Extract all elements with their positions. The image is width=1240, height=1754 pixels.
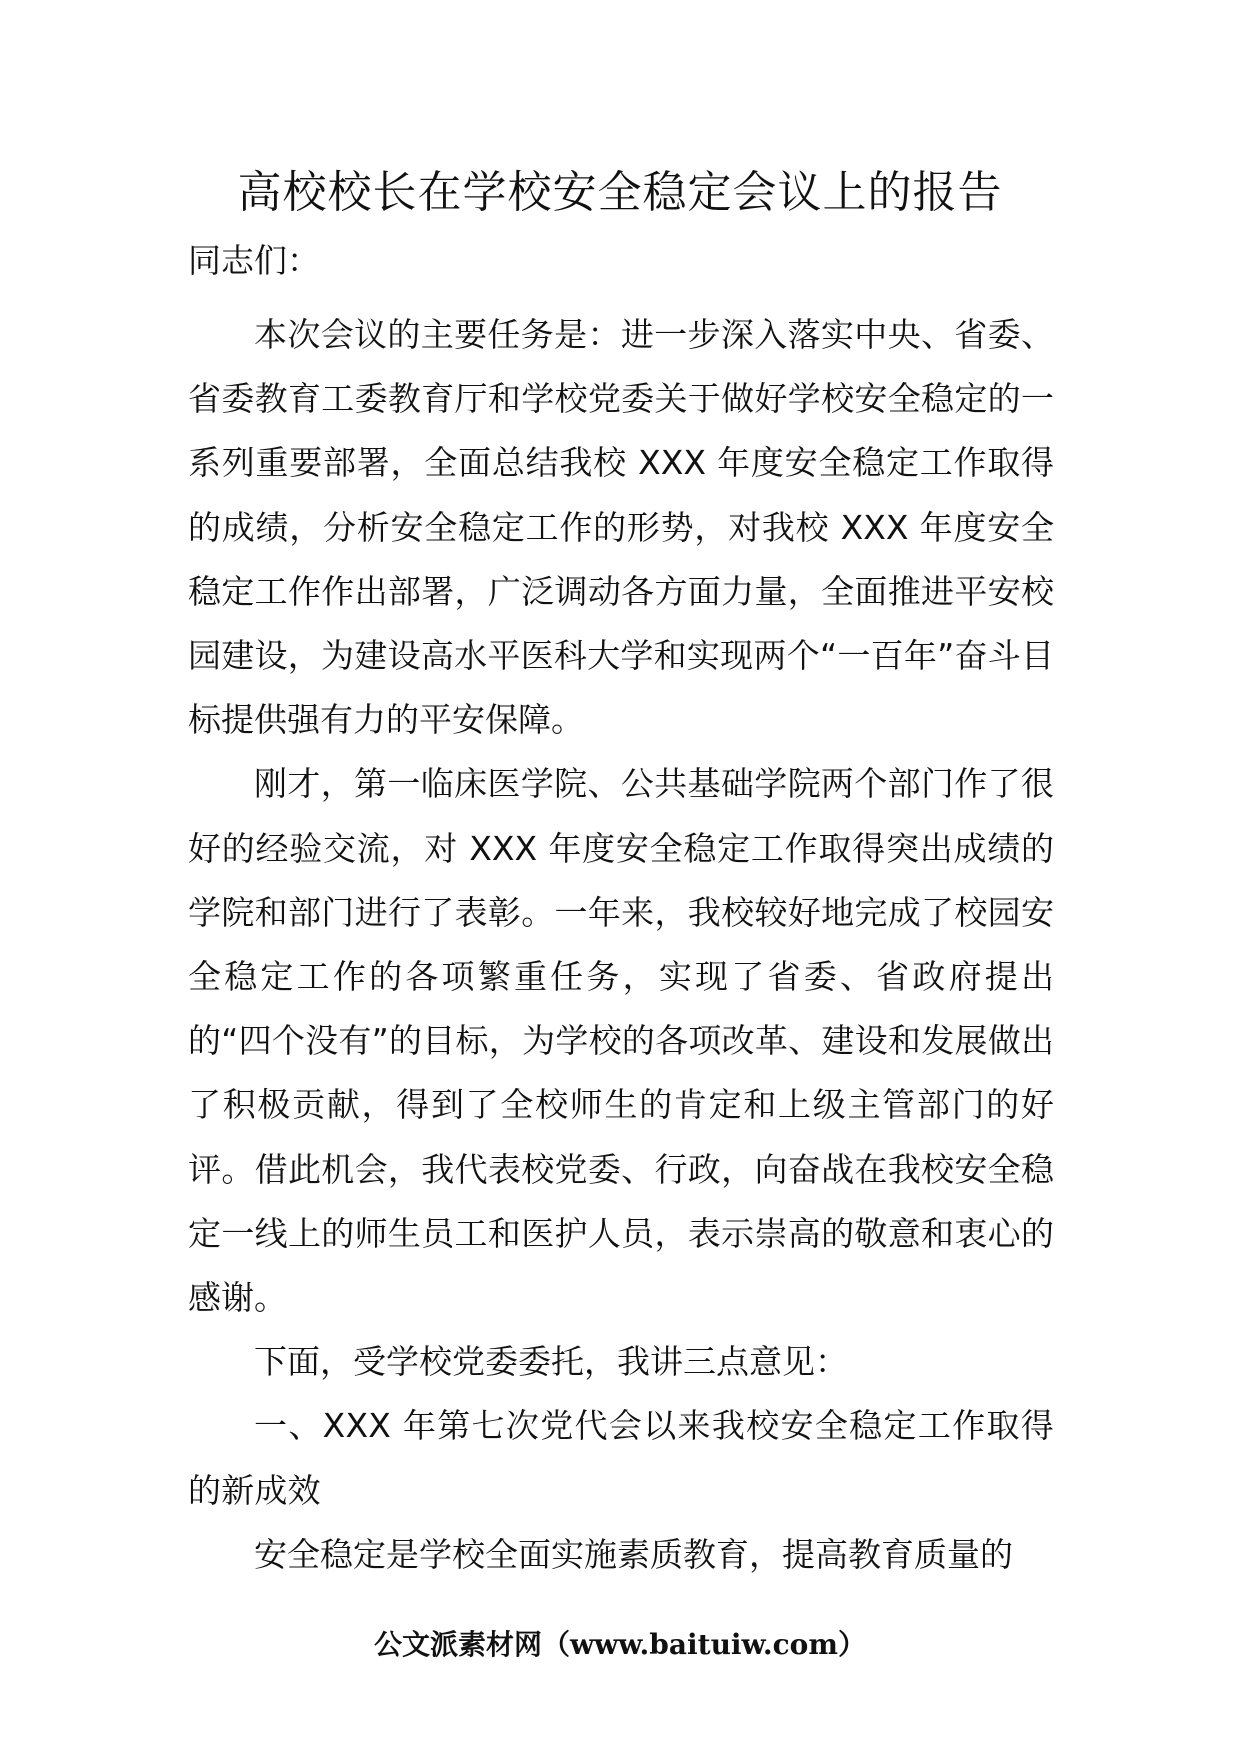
- paragraph-three-points: 下面，受学校党委委托，我讲三点意见：: [254, 1342, 848, 1382]
- salutation: 同志们：: [188, 241, 320, 280]
- paragraph-achievements: 刚才，第一临床医学院、公共基础学院两个部门作了很好的经验交流，对 XXX 年度安全稳定工作取得突出成绩的学院和部门进行了表彰。一年来，我校较好地完成了校园安全稳定工作的各项繁重任务，实现了省委、省政府提出的“四个没有”的目标，为学校的各项改革、建设和发展做出了积极贡献，得到了全校师生的肯定和上级主管部门的好评。借此机会，我代表校党委、行政，向奋战在我校安全稳定一线上的师生员工和医护人员，表示崇高的敬意和衷心的感谢。: [188, 764, 1054, 1318]
- section-heading-1: 一、XXX 年第七次党代会以来我校安全稳定工作取得的新成效: [188, 1406, 1054, 1510]
- paragraph-section-1-start: 安全稳定是学校全面实施素质教育，提高教育质量的: [254, 1534, 1013, 1574]
- document-body: [188, 303, 1054, 1587]
- document-title: 高校校长在学校安全稳定会议上的报告: [237, 167, 1003, 218]
- paragraph-meeting-tasks: 本次会议的主要任务是：进一步深入落实中央、省委、省委教育工委教育厅和学校党委关于做好学校安全稳定的一系列重要部署，全面总结我校 XXX 年度安全稳定工作取得的成绩，分析安全稳定工作的形势，对我校 XXX 年度安全稳定工作作出部署，广泛调动各方面力量，全面推进平安校园建设，为建设高水平医科大学和实现两个“一百年”奋斗目标提供强有力的平安保障。: [188, 315, 1054, 740]
- footer-watermark: 公文派素材网（www.baituiw.com）: [374, 1628, 866, 1661]
